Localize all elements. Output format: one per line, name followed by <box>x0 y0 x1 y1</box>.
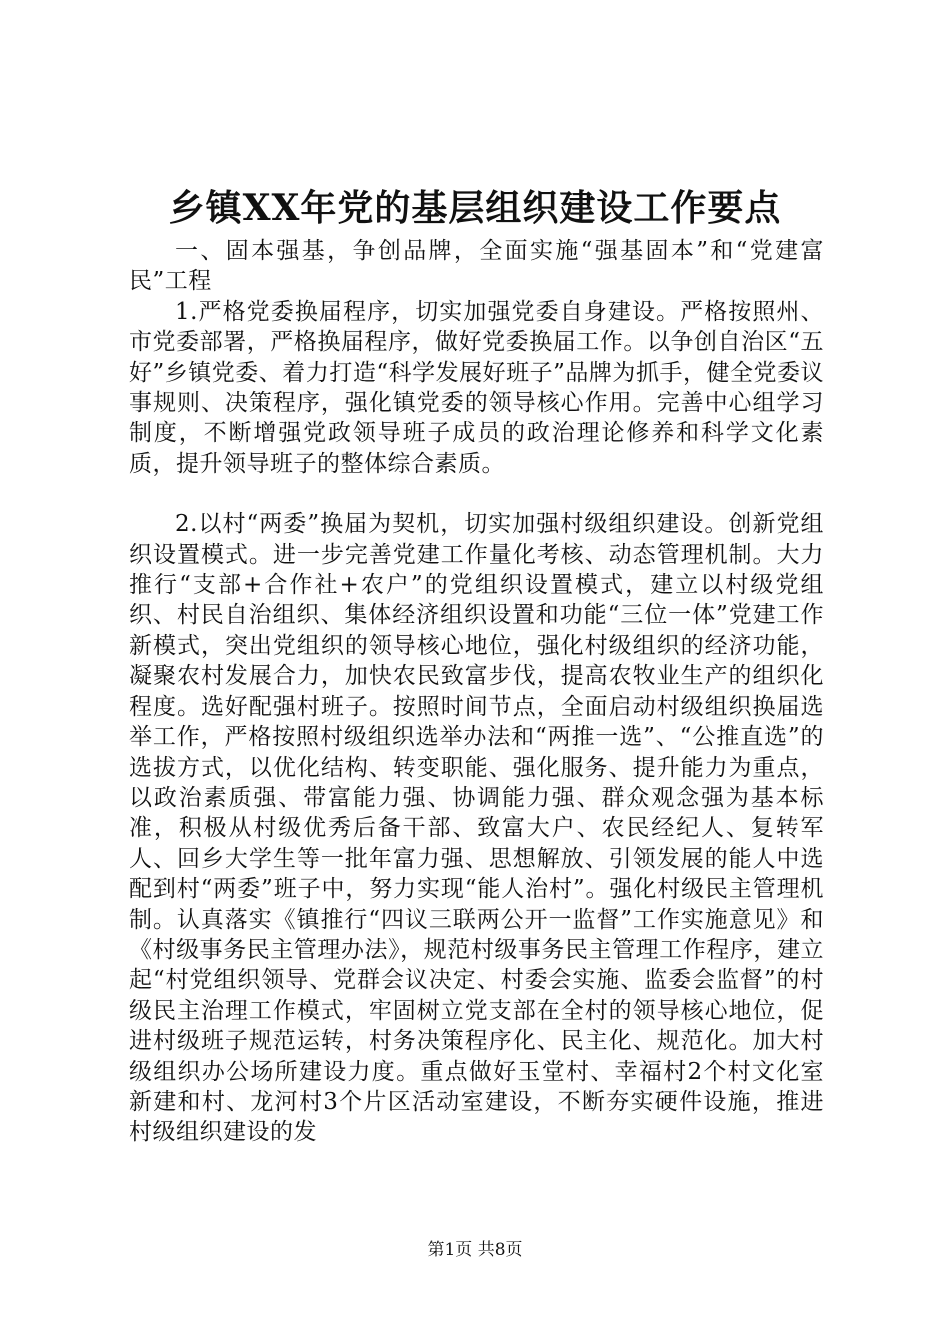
document-body <box>129 236 824 1148</box>
section-heading: 一、固本强基，争创品牌，全面实施“强基固本”和“党建富民”工程 <box>129 238 824 295</box>
page-number-footer: 第1页 共8页 <box>427 1240 523 1260</box>
paragraph-1: 1.严格党委换届程序，切实加强党委自身建设。严格按照州、市党委部署，严格换届程序，做好党委换届工作。以争创自治区“五好”乡镇党委、着力打造“科学发展好班子”品牌为抓手，健全党委议事规则、决策程序，强化镇党委的领导核心作用。完善中心组学习制度，不断增强党政领导班子成员的政治理论修养和科学文化素质，提升领导班子的整体综合素质。 <box>129 298 824 477</box>
paragraph-spacer <box>129 479 824 509</box>
document-title: 乡镇XX年党的基层组织建设工作要点 <box>168 187 782 229</box>
paragraph-2: 2.以村“两委”换届为契机，切实加强村级组织建设。创新党组织设置模式。进一步完善党建工作量化考核、动态管理机制。大力推行“支部+合作社+农户”的党组织设置模式，建立以村级党组织、村民自治组织、集体经济组织设置和功能“三位一体”党建工作新模式，突出党组织的领导核心地位，强化村级组织的经济功能，凝聚农村发展合力，加快农民致富步伐，提高农牧业生产的组织化程度。选好配强村班子。按照时间节点，全面启动村级组织换届选举工作，严格按照村级组织选举办法和“两推一选”、“公推直选”的选拔方式，以优化结构、转变职能、强化服务、提升能力为重点，以政治素质强、带富能力强、协调能力强、群众观念强为基本标准，积极从村级优秀后备干部、致富大户、农民经纪人、复转军人、回乡大学生等一批年富力强、思想解放、引领发展的能人中选配到村“两委”班子中，努力实现“能人治村”。强化村级民主管理机制。认真落实《镇推行“四议三联两公开一监督”工作实施意见》和《村级事务民主管理办法》，规范村级事务民主管理工作程序，建立起“村党组织领导、党群会议决定、村委会实施、监委会监督”的村级民主治理工作模式，牢固树立党支部在全村的领导核心地位，促进村级班子规范运转，村务决策程序化、民主化、规范化。加大村级组织办公场所建设力度。重点做好玉堂村、幸福村2个村文化室新建和村、龙河村3个片区活动室建设，不断夯实硬件设施，推进村级组织建设的发 <box>129 511 824 1146</box>
